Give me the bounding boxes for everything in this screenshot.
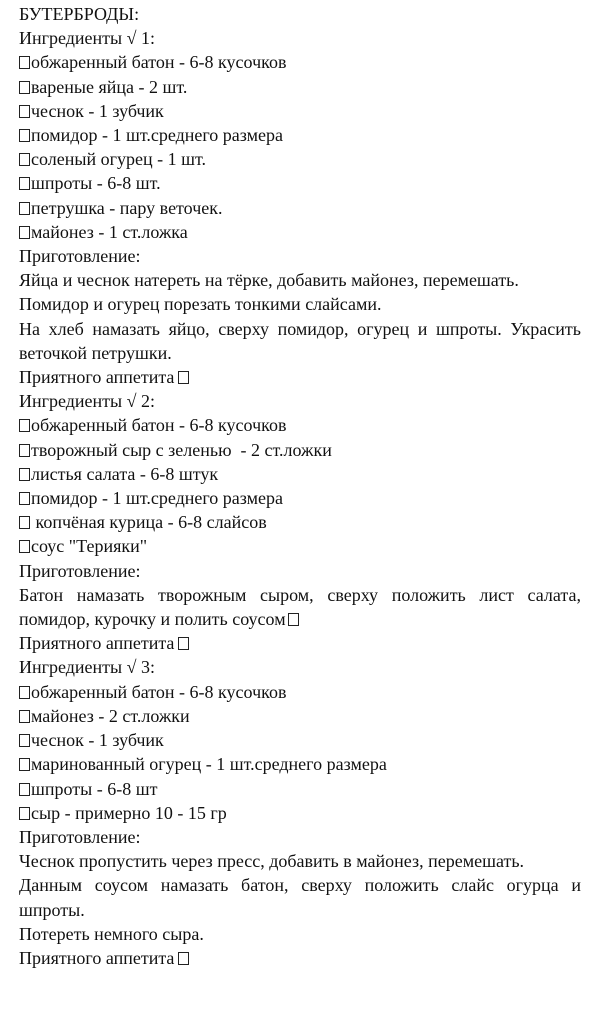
closing-line: Приятного аппетита [19,631,581,655]
ingredients-heading: Ингредиенты √ 2: [19,391,156,412]
ingredient-item: шпроты - 6-8 шт. [19,171,581,195]
ingredients-heading: Ингредиенты √ 1: [19,28,156,49]
checkbox-icon [19,734,30,747]
preparation-heading: Приготовление: [19,246,141,267]
ingredient-item: соленый огурец - 1 шт. [19,147,581,171]
checkbox-icon [19,444,30,457]
ingredient-item: обжаренный батон - 6-8 кусочков [19,413,581,437]
recipe-document [19,2,581,970]
ingredient-item: чеснок - 1 зубчик [19,728,581,752]
checkbox-icon [19,540,30,553]
checkbox-icon [19,177,30,190]
closing-line: Приятного аппетита [19,946,581,970]
recipe-3 [19,655,581,970]
ingredient-item: майонез - 2 ст.ложки [19,704,581,728]
recipe-1 [19,26,581,389]
checkbox-icon [19,686,30,699]
ingredient-item: майонез - 1 ст.ложка [19,220,581,244]
checkbox-icon [19,81,30,94]
checkbox-icon [19,468,30,481]
checkbox-icon [178,637,189,650]
ingredient-item: сыр - примерно 10 - 15 гр [19,801,581,825]
ingredient-item: обжаренный батон - 6-8 кусочков [19,50,581,74]
document-title: БУТЕРБРОДЫ: [19,4,140,24]
ingredient-item: творожный сыр с зеленью - 2 ст.ложки [19,438,581,462]
preparation-step: Потереть немного сыра. [19,923,204,944]
checkbox-icon [19,56,30,69]
ingredient-item: листья салата - 6-8 штук [19,462,581,486]
ingredient-item: помидор - 1 шт.среднего размера [19,123,581,147]
checkbox-icon [19,758,30,771]
ingredient-item: вареные яйца - 2 шт. [19,75,581,99]
preparation-step: На хлеб намазать яйцо, сверху помидор, огурец и шпроты. Украсить веточкой петрушки. [19,318,581,363]
recipe-2 [19,389,581,655]
checkbox-icon [19,516,30,529]
preparation-step: Данным соусом намазать батон, сверху положить слайс огурца и шпроты. [19,875,581,920]
checkbox-icon [19,226,30,239]
checkbox-icon [19,807,30,820]
ingredient-item: чеснок - 1 зубчик [19,99,581,123]
preparation-heading: Приготовление: [19,826,141,847]
ingredient-item: петрушка - пару веточек. [19,196,581,220]
preparation-heading: Приготовление: [19,560,141,581]
checkbox-icon [178,371,189,384]
closing-line: Приятного аппетита [19,365,581,389]
checkbox-icon [19,153,30,166]
preparation-step: Батон намазать творожным сыром, сверху положить лист салата, помидор, курочку и полить соусом [19,584,581,630]
ingredient-item: маринованный огурец - 1 шт.среднего размера [19,752,581,776]
checkbox-icon [19,202,30,215]
preparation-step: Чеснок пропустить через пресс, добавить в майонез, перемешать. [19,851,525,872]
ingredient-item: шпроты - 6-8 шт [19,777,581,801]
checkbox-icon [19,419,30,432]
checkbox-icon [19,783,30,796]
checkbox-icon [19,129,30,142]
ingredients-heading: Ингредиенты √ 3: [19,657,156,678]
ingredient-item: обжаренный батон - 6-8 кусочков [19,680,581,704]
checkbox-icon [19,492,30,505]
preparation-step: Помидор и огурец порезать тонкими слайсами. [19,294,382,315]
ingredient-item: помидор - 1 шт.среднего размера [19,486,581,510]
preparation-step: Яйца и чеснок натереть на тёрке, добавить майонез, перемешать. [19,270,519,291]
checkbox-icon [19,710,30,723]
checkbox-icon [19,105,30,118]
checkbox-icon [288,613,299,626]
ingredient-item: копчёная курица - 6-8 слайсов [19,510,581,534]
ingredient-item: соус "Терияки" [19,534,581,558]
checkbox-icon [178,952,189,965]
